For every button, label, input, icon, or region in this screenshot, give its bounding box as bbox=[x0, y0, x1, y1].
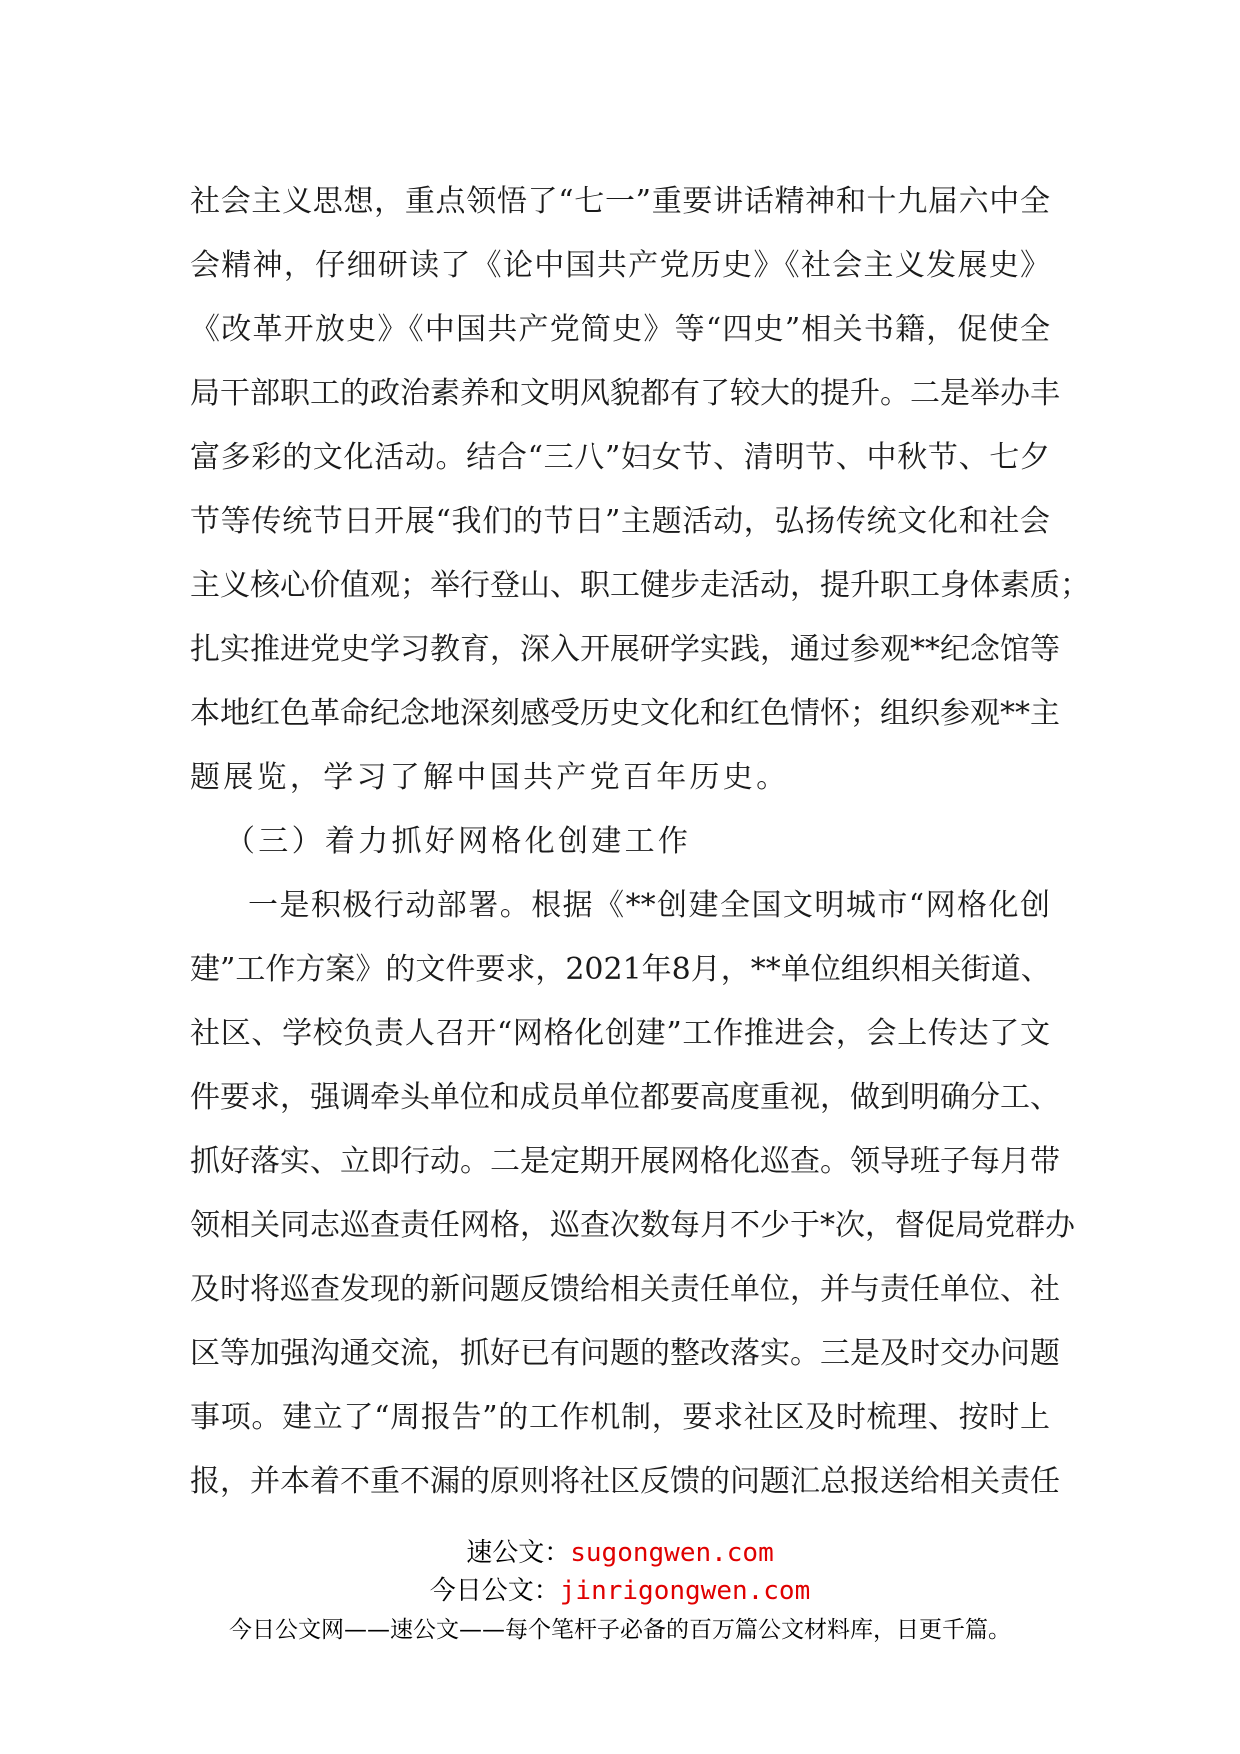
paragraph-line: 本地红色革命纪念地深刻感受历史文化和红色情怀；组织参观**主 bbox=[190, 696, 1060, 731]
paragraph-line: 领相关同志巡查责任网格，巡查次数每月不少于*次，督促局党群办 bbox=[190, 1208, 1075, 1243]
footer-site-label: 今日公文： bbox=[429, 1576, 560, 1606]
paragraph-line: 局干部职工的政治素养和文明风貌都有了较大的提升。二是举办丰 bbox=[190, 376, 1060, 411]
paragraph-line: 主义核心价值观；举行登山、职工健步走活动，提升职工身体素质； bbox=[190, 568, 1090, 603]
paragraph-line: 一是积极行动部署。根据《**创建全国文明城市“网格化创 bbox=[248, 888, 1050, 923]
paragraph-line: 报，并本着不重不漏的原则将社区反馈的问题汇总报送给相关责任 bbox=[190, 1464, 1060, 1499]
footer-site-link[interactable]: sugongwen.com bbox=[570, 1538, 774, 1568]
paragraph-line: 社区、学校负责人召开“网格化创建”工作推进会，会上传达了文 bbox=[190, 1016, 1050, 1051]
footer-site-link[interactable]: jinrigongwen.com bbox=[559, 1576, 811, 1606]
paragraph-line: 及时将巡查发现的新问题反馈给相关责任单位，并与责任单位、社 bbox=[190, 1272, 1060, 1307]
paragraph-line: 建”工作方案》的文件要求，2021年8月，**单位组织相关街道、 bbox=[190, 952, 1051, 987]
paragraph-line: 扎实推进党史学习教育，深入开展研学实践，通过参观**纪念馆等 bbox=[190, 632, 1060, 667]
paragraph-line: 《改革开放史》《中国共产党简史》等“四史”相关书籍，促使全 bbox=[190, 312, 1050, 347]
paragraph-line: 节等传统节日开展“我们的节日”主题活动，弘扬传统文化和社会 bbox=[190, 504, 1050, 539]
paragraph-line: 题展览，学习了解中国共产党百年历史。 bbox=[190, 760, 790, 795]
section-heading: （三）着力抓好网格化创建工作 bbox=[225, 824, 692, 859]
paragraph-line: 社会主义思想，重点领悟了“七一”重要讲话精神和十九届六中全 bbox=[190, 184, 1050, 219]
paragraph-line: 区等加强沟通交流，抓好已有问题的整改落实。三是及时交办问题 bbox=[190, 1336, 1060, 1371]
document-body bbox=[190, 170, 1090, 1514]
footer-site-label: 速公文： bbox=[466, 1538, 571, 1568]
paragraph-line: 会精神，仔细研读了《论中国共产党历史》《社会主义发展史》 bbox=[190, 248, 1050, 283]
paragraph-line: 件要求，强调牵头单位和成员单位都要高度重视，做到明确分工、 bbox=[190, 1080, 1060, 1115]
paragraph-line: 事项。建立了“周报告”的工作机制，要求社区及时梳理、按时上 bbox=[190, 1400, 1050, 1435]
paragraph-line: 富多彩的文化活动。结合“三八”妇女节、清明节、中秋节、七夕 bbox=[190, 440, 1050, 475]
footer-tagline: 今日公文网——速公文——每个笔杆子必备的百万篇公文材料库，日更千篇。 bbox=[229, 1617, 1011, 1643]
footer bbox=[0, 1534, 1240, 1650]
footer-promo-line bbox=[0, 1572, 1240, 1610]
footer-promo-line bbox=[0, 1534, 1240, 1572]
paragraph-line: 抓好落实、立即行动。二是定期开展网格化巡查。领导班子每月带 bbox=[190, 1144, 1060, 1179]
